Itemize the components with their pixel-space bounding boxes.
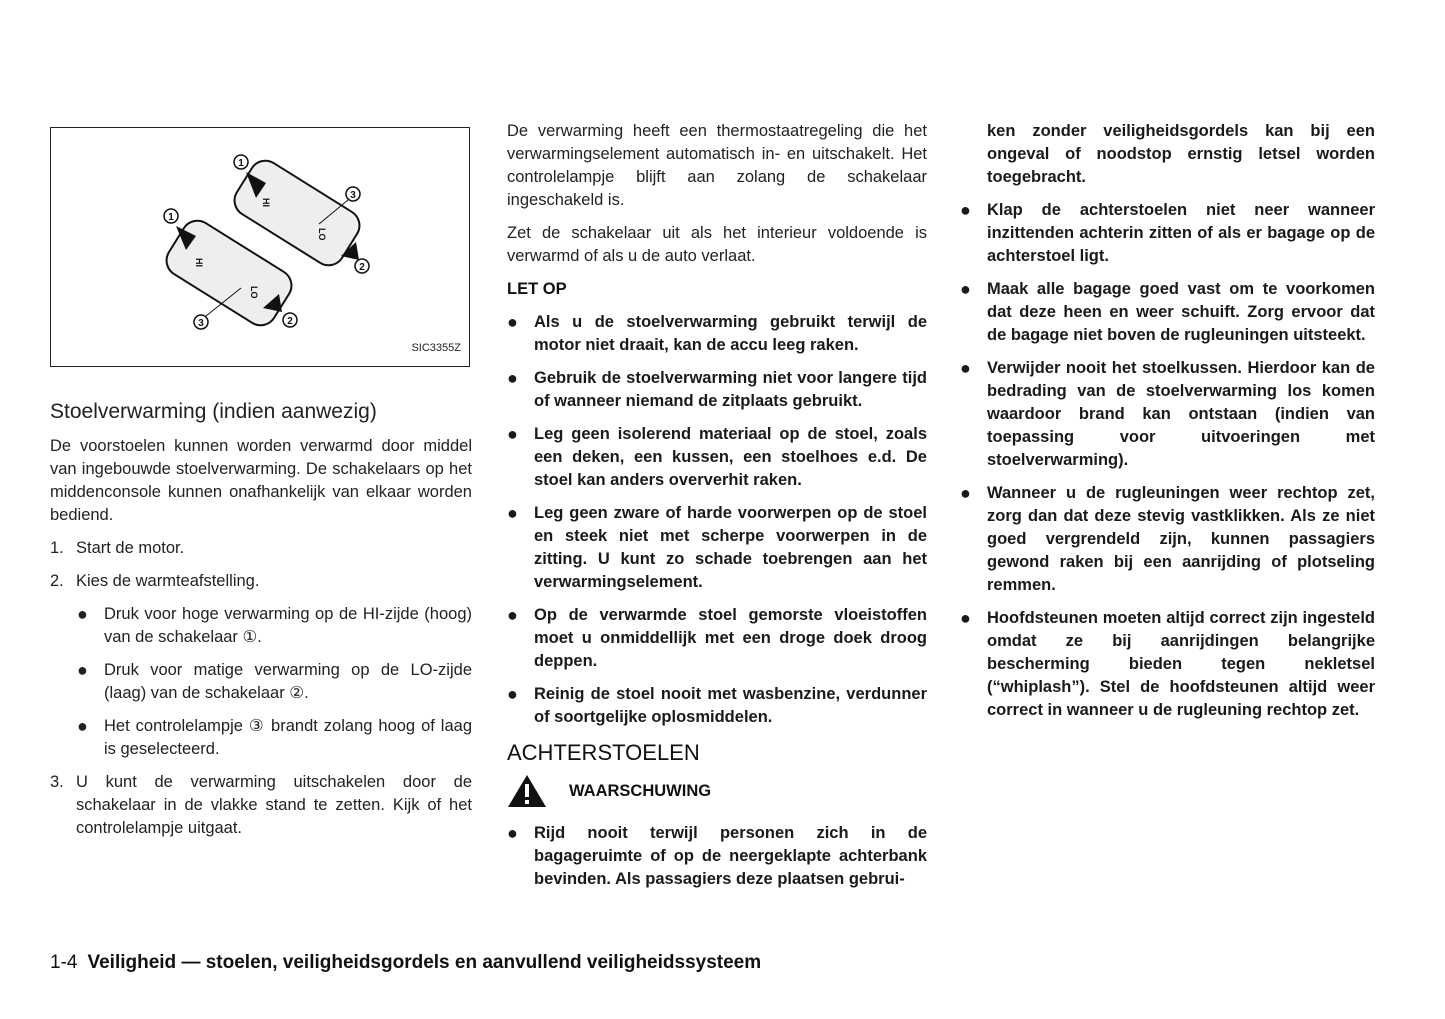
section-title: Stoelverwarming (indien aanwezig) <box>50 400 377 423</box>
list-item: ● Rijd nooit terwijl personen zich in de bagageruimte of op de neergeklapte achterbank bevinden. Als passagiers deze plaatsen gebrui- <box>507 822 927 891</box>
bullet-icon: ● <box>507 684 518 704</box>
bullet-icon: ● <box>77 716 88 736</box>
list-item: ● Als u de stoelverwarming gebruikt terwijl de motor niet draait, kan de accu leeg raken. <box>507 311 927 357</box>
list-item: ● Gebruik de stoelverwarming niet voor langere tijd of wanneer niemand de zitplaats gebruikt. <box>507 367 927 413</box>
svg-text:3: 3 <box>198 318 204 329</box>
warning-triangle-icon <box>507 774 547 808</box>
step-3: 3. U kunt de verwarming uitschakelen door de schakelaar in de vlakke stand te zetten. Kijk of het controlelampje uitgaat. <box>50 773 472 837</box>
bullet-icon: ● <box>507 503 518 523</box>
list-item: ● Maak alle bagage goed vast om te voorkomen dat deze heen en weer schuift. Zorg ervoor dat de bagage niet boven de rugleuningen uitsteekt. <box>960 278 1375 347</box>
bullet-icon: ● <box>960 200 971 220</box>
list-item: ● Verwijder nooit het stoelkussen. Hierdoor kan de bedrading van de stoelverwarming los komen waardoor brand kan ontstaan (indien van toepassing voor uitvoeringen met stoelverwarming). <box>960 357 1375 472</box>
bullet-icon: ● <box>960 358 971 378</box>
section-heading: ACHTERSTOELEN <box>507 740 700 765</box>
step-1: 1. Start de motor. <box>50 539 185 557</box>
list-item: ● Wanneer u de rugleuningen weer rechtop zet, zorg dan dat deze stevig vastklikken. Als ze niet goed vergrendeld zijn, kunnen passagiers gewond raken bij een aanrijding of plotseling remmen. <box>960 482 1375 597</box>
svg-text:LO: LO <box>317 228 327 241</box>
bullet-icon: ● <box>960 483 971 503</box>
page-number: 1-4 <box>50 952 78 973</box>
list-item: ● Klap de achterstoelen niet neer wanneer inzittenden achterin zitten of als er bagage op de achterstoel ligt. <box>960 199 1375 268</box>
callout-2: 2 <box>359 262 365 273</box>
bullet-icon: ● <box>960 279 971 299</box>
intro-paragraph: De voorstoelen kunnen worden verwarmd door middel van ingebouwde stoelverwarming. De schakelaars op het middenconsole kunnen onafhankelijk van elkaar worden bediend. <box>50 437 472 524</box>
list-item: ● Het controlelampje ③ brandt zolang hoog of laag is geselecteerd. <box>77 715 472 761</box>
callout-1: 1 <box>238 158 244 169</box>
bullet-icon: ● <box>77 660 88 680</box>
step-2: 2. Kies de warmteafstelling. <box>50 572 260 590</box>
bullet-icon: ● <box>507 424 518 444</box>
list-item: ● Leg geen zware of harde voorwerpen op de stoel en steek niet met scherpe voorwerpen in de zitting. U kunt zo schade toebrengen aan het verwarmingselement. <box>507 502 927 594</box>
bullet-icon: ● <box>507 368 518 388</box>
bullet-icon: ● <box>507 823 518 843</box>
list-item: ● Op de verwarmde stoel gemorste vloeistoffen moet u onmiddellijk met een droge doek droog deppen. <box>507 604 927 673</box>
list-item: ● Druk voor matige verwarming op de LO-zijde (laag) van de schakelaar ②. <box>77 659 472 705</box>
paragraph: ken zonder veiligheidsgordels kan bij een ongeval of noodstop ernstig letsel worden toegebracht. <box>987 122 1375 186</box>
figure-code: SIC3355Z <box>411 342 461 354</box>
bullet-icon: ● <box>507 605 518 625</box>
list-item: ● Reinig de stoel nooit met wasbenzine, verdunner of soortgelijke oplosmiddelen. <box>507 683 927 729</box>
list-item: ● Hoofdsteunen moeten altijd correct zijn ingesteld omdat ze bij aanrijdingen belangrijke bescherming bieden tegen nekletsel (“whiplash”). Stel de hoofdsteunen altijd weer correct in wanneer u de rugleuning rechtop zet. <box>960 607 1375 722</box>
right-column <box>960 120 1375 732</box>
svg-text:1: 1 <box>168 212 174 223</box>
bullet-icon: ● <box>960 608 971 628</box>
caution-label: LET OP <box>507 280 567 298</box>
page-footer <box>50 952 761 974</box>
bullet-icon: ● <box>77 604 88 624</box>
left-column <box>50 120 472 850</box>
callout-3: 3 <box>350 190 356 201</box>
warning-header <box>507 774 927 808</box>
paragraph: De verwarming heeft een thermostaatregeling die het verwarmingselement automatisch in- en uitschakelt. Het controlelampje blijft aan zolang de schakelaar ingeschakeld is. <box>507 122 927 209</box>
chapter-title: Veiligheid — stoelen, veiligheidsgordels en aanvullend veiligheidssysteem <box>87 952 762 973</box>
svg-text:LO: LO <box>249 286 259 299</box>
list-item: ● Druk voor hoge verwarming op de HI-zijde (hoog) van de schakelaar ①. <box>77 603 472 649</box>
middle-column <box>507 120 927 901</box>
list-item: ● Leg geen isolerend materiaal op de stoel, zoals een deken, een kussen, een stoelhoes e.d. De stoel kan anders oververhit raken. <box>507 423 927 492</box>
seat-heater-switch-figure <box>50 127 470 367</box>
bullet-icon: ● <box>507 312 518 332</box>
paragraph: Zet de schakelaar uit als het interieur voldoende is verwarmd of als u de auto verlaat. <box>507 224 927 265</box>
svg-text:2: 2 <box>287 316 293 327</box>
warning-label: WAARSCHUWING <box>569 781 712 800</box>
svg-text:HI: HI <box>261 198 271 207</box>
seat-heater-switch-illustration <box>51 128 469 366</box>
svg-text:HI: HI <box>194 258 204 267</box>
